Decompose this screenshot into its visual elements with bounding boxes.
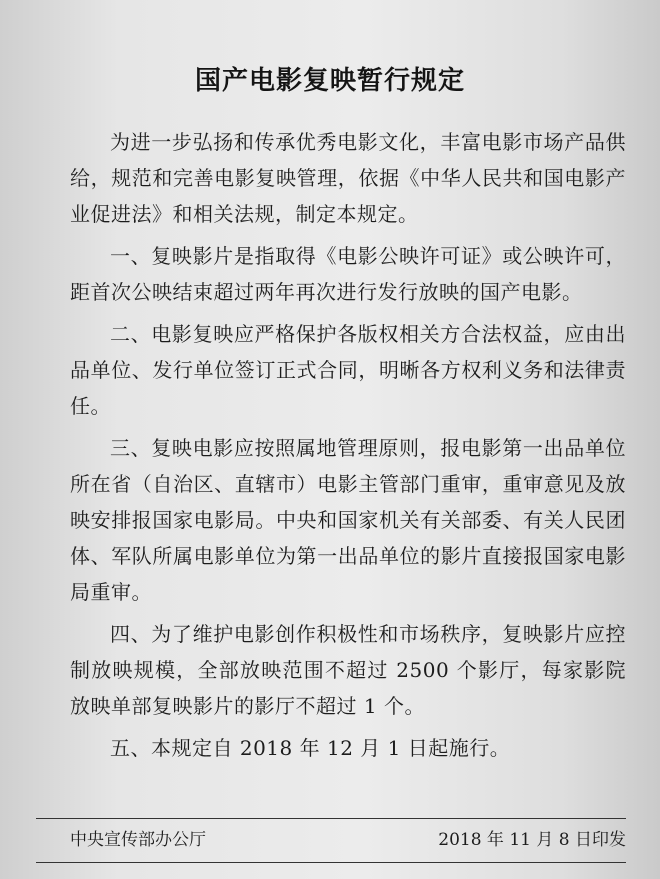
document-title: 国产电影复映暂行规定 — [194, 66, 465, 96]
footer-date: 2018 年 11 月 8 日印发 — [438, 830, 626, 850]
paragraph-preamble: 为进一步弘扬和传承优秀电影文化，丰富电影市场产品供给，规范和完善电影复映管理，依据《中华人民共和国电影产业促进法》和相关法规，制定本规定。 — [70, 130, 626, 226]
footer-divider-bottom — [36, 862, 626, 863]
footer-issuer: 中央宣传部办公厅 — [70, 830, 206, 850]
footer-divider-top — [36, 818, 626, 819]
document-footer — [70, 826, 626, 854]
paragraph-article-1: 一、复映影片是指取得《电影公映许可证》或公映许可，距首次公映结束超过两年再次进行发行放映的国产电影。 — [70, 244, 626, 304]
paragraph-article-2: 二、电影复映应严格保护各版权相关方合法权益，应由出品单位、发行单位签订正式合同，明晰各方权利义务和法律责任。 — [70, 322, 626, 418]
paragraph-article-4: 四、为了维护电影创作积极性和市场秩序，复映影片应控制放映规模，全部放映范围不超过 2500 个影厅，每家影院放映单部复映影片的影厅不超过 1 个。 — [70, 622, 626, 718]
document-body — [70, 124, 626, 772]
paragraph-article-5: 五、本规定自 2018 年 12 月 1 日起施行。 — [110, 736, 511, 760]
paragraph-article-3: 三、复映电影应按照属地管理原则，报电影第一出品单位所在省（自治区、直辖市）电影主管部门重审，重审意见及放映安排报国家电影局。中央和国家机关有关部委、有关人民团体、军队所属电影单位为第一出品单位的影片直接报国家电影局重审。 — [70, 436, 626, 604]
